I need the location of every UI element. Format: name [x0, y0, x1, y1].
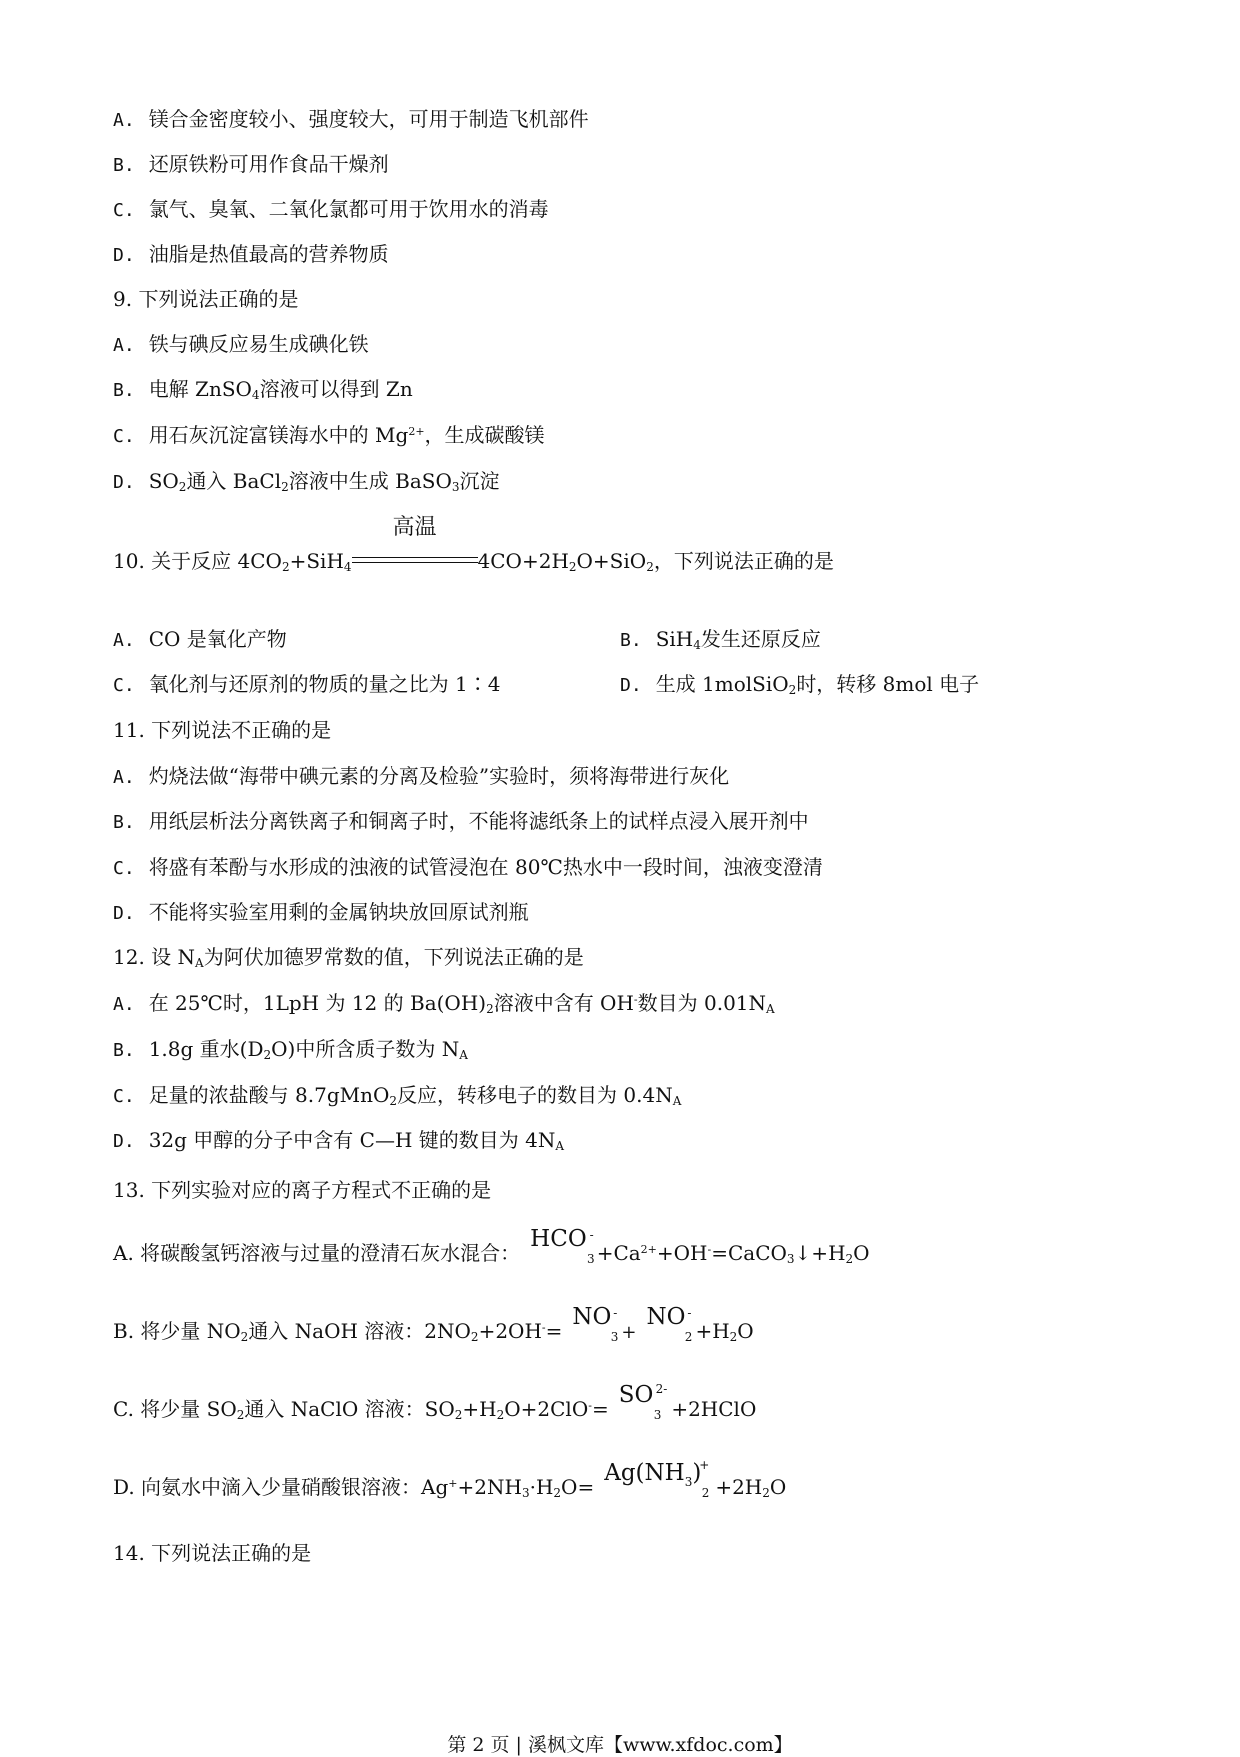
- subscript: 2: [470, 1330, 479, 1344]
- formula-text: =CaCO: [711, 1241, 787, 1265]
- option-text: 油脂是热值最高的营养物质: [148, 242, 389, 266]
- plus-sign: +: [621, 1322, 637, 1343]
- subscript: 2: [788, 683, 797, 697]
- subscript: 4: [251, 388, 260, 402]
- superscript: -: [541, 1321, 546, 1334]
- q13-option-c: [113, 1382, 757, 1422]
- ion-hco3: [530, 1226, 595, 1266]
- q10-option-c: [113, 671, 501, 699]
- subscript: A: [672, 1094, 682, 1108]
- option-text: 氧化剂与还原剂的物质的量之比为 1∶4: [148, 672, 501, 696]
- option-text: 数目为 0.01N: [637, 991, 767, 1015]
- subscript: 3: [521, 1486, 530, 1500]
- q13-option-d: [113, 1458, 787, 1503]
- subscript: 3: [451, 480, 460, 494]
- subscript: 2: [496, 1408, 505, 1422]
- option-text: C. 将少量 SO: [113, 1397, 237, 1421]
- subscript: 2: [646, 560, 654, 574]
- subscript: 2: [762, 1486, 770, 1500]
- subscript: 2: [486, 1002, 494, 1016]
- q11-option-c: [113, 854, 823, 882]
- q11-option-d: [113, 899, 529, 927]
- superscript: -: [707, 1243, 712, 1256]
- option-text: 用石灰沉淀富镁海水中的 Mg: [148, 423, 409, 447]
- ion-no2: [646, 1304, 693, 1344]
- formula-text: +OH: [656, 1241, 708, 1265]
- subscript: 4: [343, 560, 352, 574]
- q10-option-b: [620, 626, 821, 654]
- subscript: 2: [454, 1408, 463, 1422]
- ion-formula: SO: [618, 1382, 654, 1408]
- option-text: O)中所含质子数为 N: [271, 1037, 460, 1061]
- subscript: A: [766, 1002, 775, 1016]
- formula-text: =: [545, 1319, 563, 1343]
- option-text: 时，转移 8mol 电子: [796, 672, 980, 696]
- option-text: 生成 1molSiO: [655, 672, 789, 696]
- subscript: 3: [610, 1330, 619, 1344]
- option-text: 足量的浓盐酸与 8.7gMnO: [148, 1083, 390, 1107]
- formula-text: 通入 BaCl: [186, 469, 282, 493]
- ion-no3: [572, 1304, 619, 1344]
- subscript: 3: [786, 1252, 795, 1266]
- option-text: 发生还原反应: [700, 627, 821, 651]
- q9-option-c: [113, 422, 545, 450]
- q8-option-d: [113, 241, 389, 269]
- formula-text: ·H: [529, 1475, 554, 1499]
- subscript: 2: [178, 480, 187, 494]
- option-text: 电解 ZnSO: [148, 377, 252, 401]
- option-label: C.: [113, 675, 135, 696]
- option-label: D.: [113, 472, 135, 493]
- formula-text: 溶液中生成 BaSO: [288, 469, 452, 493]
- formula-text: 为阿伏加德罗常数的值，下列说法正确的是: [203, 945, 584, 969]
- ion-so3: [618, 1382, 668, 1422]
- option-label: B.: [113, 155, 135, 176]
- q12-option-c: [113, 1082, 681, 1110]
- option-label: D.: [113, 1131, 135, 1152]
- option-text: 反应，转移电子的数目为 0.4N: [397, 1083, 673, 1107]
- q9-stem: 9. 下列说法正确的是: [113, 287, 299, 311]
- superscript: -: [633, 993, 638, 1006]
- option-text: 在 25℃时，1LpH 为 12 的 Ba(OH): [148, 991, 487, 1015]
- subscript: 2: [701, 1486, 710, 1500]
- q9-option-d: [113, 468, 499, 496]
- subscript: 2: [236, 1408, 245, 1422]
- subscript: A: [195, 956, 204, 970]
- subscript: 4: [693, 638, 701, 652]
- option-text: 1.8g 重水(D: [148, 1037, 264, 1061]
- option-label: D.: [113, 245, 135, 266]
- option-text: 溶液可以得到 Zn: [259, 377, 413, 401]
- option-label: C.: [113, 858, 135, 879]
- subscript: 2: [845, 1252, 854, 1266]
- subscript: 3: [653, 1408, 662, 1422]
- superscript: -: [589, 1228, 594, 1242]
- formula-text: 10. 关于反应 4CO: [113, 549, 282, 573]
- subscript: 3: [684, 1475, 693, 1489]
- q8-option-b: [113, 151, 389, 179]
- superscript: -: [588, 1399, 592, 1412]
- formula-text: +2H: [715, 1475, 763, 1499]
- q13-option-b: [113, 1304, 754, 1346]
- superscript: -: [613, 1306, 618, 1320]
- formula-text: O=: [561, 1475, 595, 1499]
- option-text: 用纸层析法分离铁离子和铜离子时，不能将滤纸条上的试样点浸入展开剂中: [148, 809, 809, 833]
- subscript: 2: [281, 560, 290, 574]
- superscript: 2+: [408, 425, 425, 438]
- subscript: 2: [240, 1330, 249, 1344]
- formula-text: +H: [695, 1319, 730, 1343]
- option-text: D. 向氨水中滴入少量硝酸银溶液：Ag: [113, 1475, 449, 1499]
- superscript: +: [699, 1458, 710, 1472]
- subscript: 2: [553, 1486, 562, 1500]
- option-text: 通入 NaOH 溶液：2NO: [248, 1319, 471, 1343]
- formula-text: =: [591, 1397, 609, 1421]
- option-text: A. 将碳酸氢钙溶液与过量的澄清石灰水混合：: [113, 1241, 521, 1265]
- option-label: A.: [113, 994, 135, 1015]
- option-text: 镁合金密度较小、强度较大，可用于制造飞机部件: [148, 107, 589, 131]
- formula-text: +H: [462, 1397, 497, 1421]
- superscript: 2-: [655, 1382, 668, 1396]
- q8-option-a: [113, 106, 589, 134]
- formula-text: +2HClO: [671, 1397, 757, 1421]
- q13-stem: 13. 下列实验对应的离子方程式不正确的是: [113, 1178, 492, 1202]
- subscript: 2: [568, 560, 577, 574]
- q12-option-b: [113, 1036, 468, 1064]
- subscript: 2: [684, 1330, 693, 1344]
- formula-text: +2OH: [478, 1319, 542, 1343]
- subscript: A: [459, 1048, 468, 1062]
- q11-option-b: [113, 808, 809, 836]
- ion-formula: HCO: [530, 1226, 587, 1252]
- option-text: 将盛有苯酚与水形成的浊液的试管浸泡在 80℃热水中一段时间，浊液变澄清: [148, 855, 823, 879]
- formula-text: +Ca: [596, 1241, 641, 1265]
- q8-option-c: [113, 196, 549, 224]
- option-label: D.: [113, 903, 135, 924]
- formula-text: O: [769, 1475, 787, 1499]
- option-label: C.: [113, 426, 135, 447]
- option-text: 铁与碘反应易生成碘化铁: [148, 332, 369, 356]
- formula-text: SO: [148, 469, 179, 493]
- q11-stem: 11. 下列说法不正确的是: [113, 718, 332, 742]
- option-label: C.: [113, 1086, 135, 1107]
- option-label: A.: [113, 767, 135, 788]
- option-label: B.: [620, 630, 642, 651]
- option-text: 溶液中含有 OH: [493, 991, 634, 1015]
- option-text: 还原铁粉可用作食品干燥剂: [148, 152, 389, 176]
- q12-option-a: [113, 990, 775, 1018]
- ion-formula: NO: [572, 1304, 612, 1330]
- q12-option-d: [113, 1127, 564, 1155]
- option-label: A.: [113, 110, 135, 131]
- formula-text: O: [853, 1241, 870, 1265]
- page-footer: 第 2 页 | 溪枫文库【www.xfdoc.com】: [447, 1734, 793, 1756]
- option-label: A.: [113, 335, 135, 356]
- q10-option-a: [113, 626, 287, 654]
- superscript: +: [448, 1477, 458, 1490]
- q14-stem: 14. 下列说法正确的是: [113, 1541, 312, 1565]
- q9-option-b: [113, 376, 413, 404]
- option-label: B.: [113, 380, 135, 401]
- formula-text: O+2ClO: [504, 1397, 589, 1421]
- option-label: A.: [113, 630, 135, 651]
- subscript: A: [555, 1139, 565, 1153]
- q10-option-d: [620, 671, 979, 699]
- option-text: 32g 甲醇的分子中含有 C—H 键的数目为 4N: [148, 1128, 556, 1152]
- formula-text: O: [737, 1319, 754, 1343]
- option-label: B.: [113, 812, 135, 833]
- subscript: 3: [587, 1252, 595, 1266]
- option-label: B.: [113, 1040, 135, 1061]
- subscript: 2: [263, 1048, 272, 1062]
- formula-text: 12. 设 N: [113, 945, 196, 969]
- option-text: 通入 NaClO 溶液：SO: [244, 1397, 455, 1421]
- q13-option-a: [113, 1226, 870, 1266]
- reaction-condition: 高温: [392, 514, 437, 540]
- ion-formula: NO: [646, 1304, 686, 1330]
- superscript: 2+: [640, 1243, 657, 1256]
- option-text: 灼烧法做“海带中碘元素的分离及检验”实验时，须将海带进行灰化: [148, 764, 730, 788]
- option-text: SiH: [655, 627, 694, 651]
- option-text: B. 将少量 NO: [113, 1319, 241, 1343]
- formula-text: +2NH: [457, 1475, 522, 1499]
- formula-text: +SiH: [289, 549, 344, 573]
- q11-option-a: [113, 763, 729, 791]
- formula-text: O+SiO: [576, 549, 647, 573]
- subscript: 2: [729, 1330, 738, 1344]
- option-label: D.: [620, 675, 642, 696]
- formula-text: 4CO+2H: [477, 549, 569, 573]
- superscript: -: [687, 1306, 692, 1320]
- option-text: 不能将实验室用剩的金属钠块放回原试剂瓶: [148, 900, 529, 924]
- formula-text: 沉淀: [459, 469, 500, 493]
- option-text: CO 是氧化产物: [148, 627, 287, 651]
- option-text: 氯气、臭氧、二氧化氯都可用于饮用水的消毒: [148, 197, 549, 221]
- option-label: C.: [113, 200, 135, 221]
- equal-line-bottom: [352, 562, 478, 564]
- bracket: ): [692, 1460, 702, 1486]
- formula-text: ，下列说法正确的是: [653, 549, 834, 573]
- subscript: 2: [389, 1094, 398, 1108]
- subscript: 2: [281, 480, 289, 494]
- ion-formula: [604, 1460, 702, 1489]
- option-text: ，生成碳酸镁: [424, 423, 545, 447]
- reaction-arrow: [352, 514, 478, 573]
- ion-silver-diammine: [604, 1458, 710, 1503]
- q12-stem: [113, 944, 584, 970]
- formula-text: ↓+H: [794, 1241, 846, 1265]
- q9-option-a: [113, 331, 369, 359]
- q10-stem: [113, 514, 834, 574]
- ion-formula-part: Ag(NH: [604, 1460, 685, 1486]
- equal-line-top: [352, 557, 478, 559]
